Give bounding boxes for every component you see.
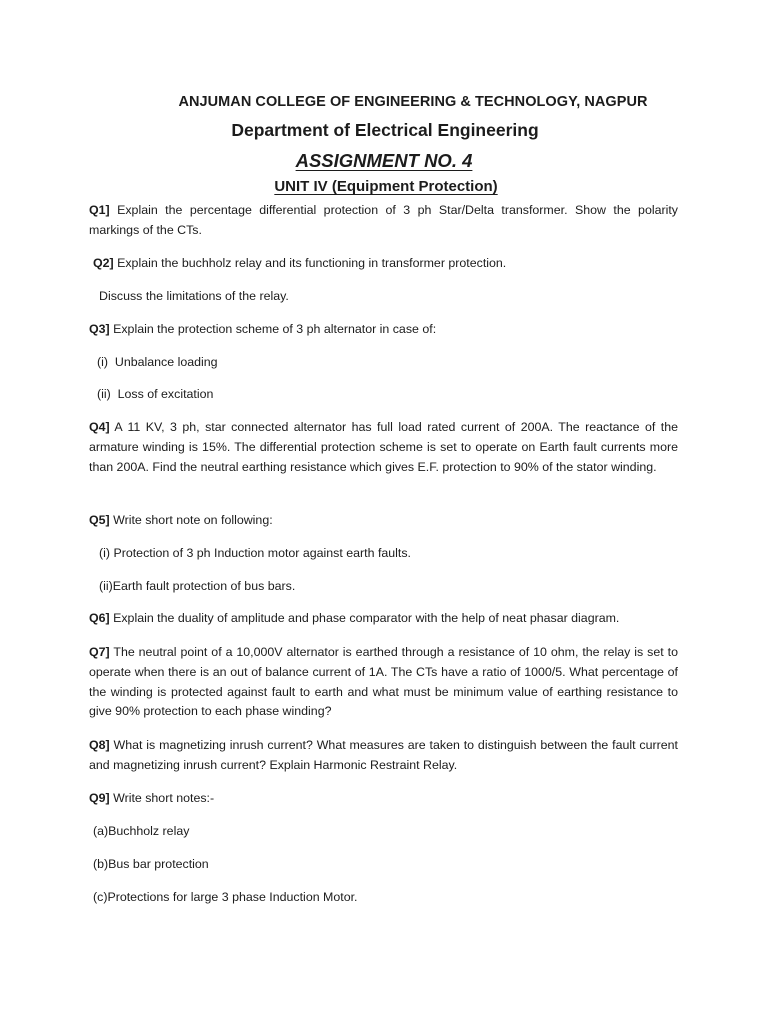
unit-title-text: UNIT IV (Equipment Protection) (274, 178, 498, 195)
question-5 (89, 511, 678, 531)
question-4-text: A 11 KV, 3 ph, star connected alternator has full load rated current of 200A. The reactance of the armature winding is 15%. The differential protection scheme is set to operate on Earth fault currents more than 200A. Find the neutral earthing resistance which gives E.F. protection to 90% of the stator winding. (89, 420, 678, 474)
department-name: Department of Electrical Engineering (231, 120, 539, 140)
question-2-extra: Discuss the limitations of the relay. (99, 289, 289, 303)
question-4-label: Q4] (89, 420, 110, 434)
question-5-text: Write short note on following: (109, 513, 273, 527)
question-4 (89, 418, 678, 477)
question-2-label: Q2] (93, 256, 114, 270)
question-6-label: Q6] (89, 611, 110, 625)
college-name: ANJUMAN COLLEGE OF ENGINEERING & TECHNOLOGY, NAGPUR (178, 94, 648, 110)
question-8-label: Q8] (89, 738, 110, 752)
question-3-label: Q3] (89, 322, 110, 336)
question-8 (89, 736, 678, 776)
question-1-label: Q1] (89, 203, 110, 217)
question-9 (89, 789, 678, 809)
question-3-item-2: (ii) Loss of excitation (97, 387, 214, 401)
question-7-text: The neutral point of a 10,000V alternator is earthed through a resistance of 10 ohm, the relay is set to operate when there is an out of balance current of 1A. The CTs have a ratio of 1000/5. What percentage of the winding is protected against fault to earth and what must be minimum value of earthing resistance to give 90% protection to each phase winding? (89, 645, 678, 719)
question-6 (89, 609, 678, 629)
question-3-item-1: (i) Unbalance loading (97, 355, 218, 369)
question-5-item-1: (i) Protection of 3 ph Induction motor against earth faults. (99, 546, 411, 560)
question-1 (89, 201, 678, 241)
question-3-text: Explain the protection scheme of 3 ph alternator in case of: (109, 322, 437, 336)
question-1-text: Explain the percentage differential protection of 3 ph Star/Delta transformer. Show the polarity markings of the CTs. (89, 203, 678, 237)
question-9-item-2: (b)Bus bar protection (93, 857, 209, 871)
question-5-label: Q5] (89, 513, 110, 527)
question-9-item-1: (a)Buchholz relay (93, 824, 190, 838)
unit-title (0, 178, 768, 195)
assignment-title-text: ASSIGNMENT NO. 4 (295, 150, 473, 171)
question-6-text: Explain the duality of amplitude and phase comparator with the help of neat phasar diagram. (109, 611, 620, 625)
question-8-text: What is magnetizing inrush current? What measures are taken to distinguish between the fault current and magnetizing inrush current? Explain Harmonic Restraint Relay. (89, 738, 678, 772)
question-2-text: Explain the buchholz relay and its functioning in transformer protection. (113, 256, 507, 270)
assignment-title (0, 150, 768, 172)
question-7 (89, 643, 678, 722)
question-7-label: Q7] (89, 645, 110, 659)
question-2 (89, 254, 682, 274)
question-9-text: Write short notes:- (109, 791, 215, 805)
question-9-label: Q9] (89, 791, 110, 805)
question-9-item-3: (c)Protections for large 3 phase Induction Motor. (93, 890, 358, 904)
question-3 (89, 320, 678, 340)
question-5-item-2: (ii)Earth fault protection of bus bars. (99, 579, 296, 593)
